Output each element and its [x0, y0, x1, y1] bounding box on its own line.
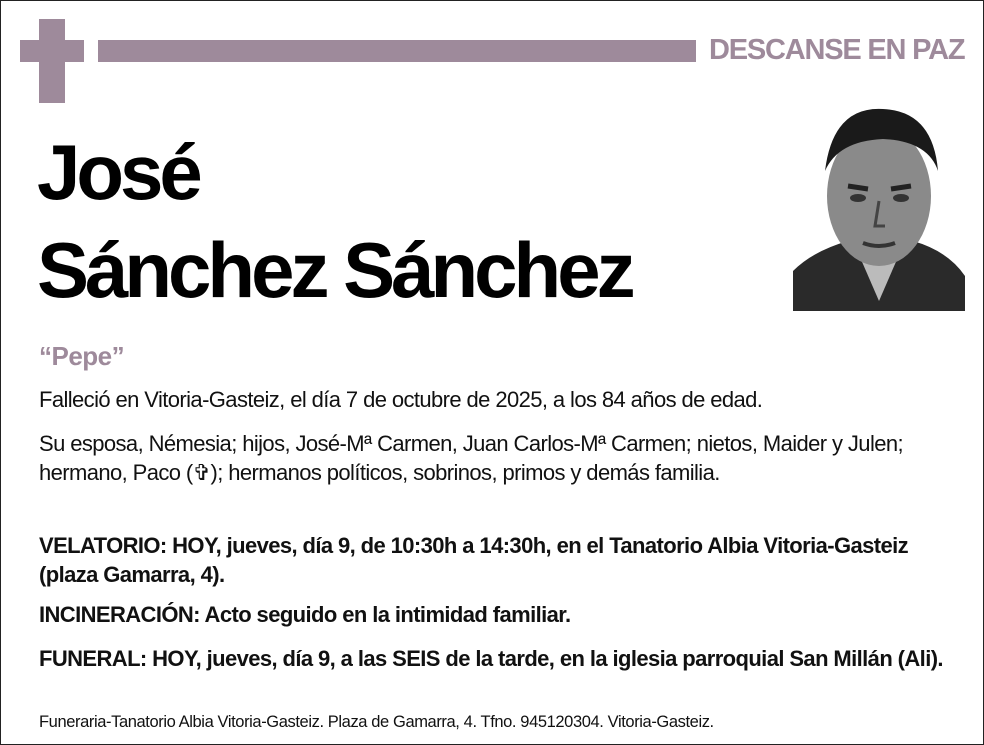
last-name: Sánchez Sánchez — [37, 226, 632, 314]
death-notice: Falleció en Vitoria-Gasteiz, el día 7 de octubre de 2025, a los 84 años de edad. — [39, 387, 763, 412]
incineracion-info: INCINERACIÓN: Acto seguido en la intimidad familiar. — [39, 602, 571, 627]
velatorio-info: VELATORIO: HOY, jueves, día 9, de 10:30h a 14:30h, en el Tanatorio Albia Vitoria-Gasteiz (plaza Gamarra, 4). — [39, 533, 909, 587]
family-list: Su esposa, Némesia; hijos, José-Mª Carmen, Juan Carlos-Mª Carmen; nietos, Maider y Julen; hermano, Paco (✞); hermanos políticos, sobrinos, primos y demás familia. — [39, 431, 904, 485]
first-name: José — [37, 128, 199, 216]
funeral-home-footer: Funeraria-Tanatorio Albia Vitoria-Gasteiz. Plaza de Gamarra, 4. Tfno. 945120304. Vitoria-Gasteiz. — [39, 713, 714, 731]
header-rule — [98, 40, 696, 62]
nickname: “Pepe” — [39, 341, 125, 371]
funeral-info: FUNERAL: HOY, jueves, día 9, a las SEIS de la tarde, en la iglesia parroquial San Millán (Ali). — [39, 646, 943, 671]
deceased-photo — [793, 101, 965, 311]
cross-horizontal — [20, 40, 84, 62]
header-title: DESCANSE EN PAZ — [709, 34, 965, 66]
